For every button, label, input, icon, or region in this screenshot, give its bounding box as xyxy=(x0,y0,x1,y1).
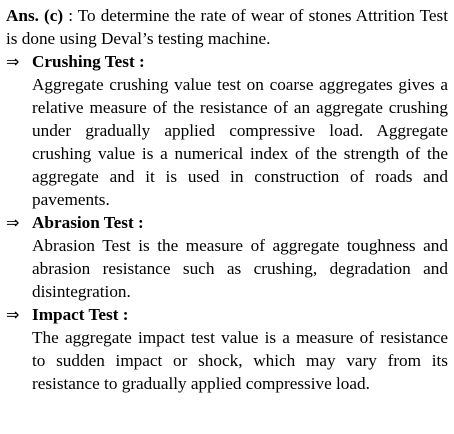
right-double-arrow-icon: ⇒ xyxy=(6,213,20,232)
section-heading xyxy=(6,50,448,73)
answer-label: Ans. (c) xyxy=(6,6,64,25)
section-crushing-test xyxy=(6,50,448,211)
crushing-test-body: Aggregate crushing value test on coarse aggregates gives a relative measure of the resistance of an aggregate crushing under gradually applied compressive load. Aggregate crushing value is a numerical index of the strength of the aggregate and it is used in construction of roads and pavements. xyxy=(32,75,448,209)
abrasion-test-heading: Abrasion Test : xyxy=(32,213,144,232)
impact-test-heading: Impact Test : xyxy=(32,305,129,324)
answer-intro xyxy=(6,4,448,50)
crushing-test-heading: Crushing Test : xyxy=(32,52,145,71)
right-double-arrow-icon: ⇒ xyxy=(6,305,20,324)
answer-separator: : xyxy=(68,6,73,25)
section-impact-test xyxy=(6,303,448,395)
right-double-arrow-icon: ⇒ xyxy=(6,52,20,71)
answer-text: To determine the rate of wear of stones Attrition Test is done using Deval’s testing machine. xyxy=(6,6,448,48)
section-heading xyxy=(6,211,448,234)
impact-test-body: The aggregate impact test value is a measure of resistance to sudden impact or shock, which may vary from its resistance to gradually applied compressive load. xyxy=(32,328,448,393)
abrasion-test-body: Abrasion Test is the measure of aggregate toughness and abrasion resistance such as crushing, degradation and disintegration. xyxy=(32,236,448,301)
section-abrasion-test xyxy=(6,211,448,303)
section-heading xyxy=(6,303,448,326)
